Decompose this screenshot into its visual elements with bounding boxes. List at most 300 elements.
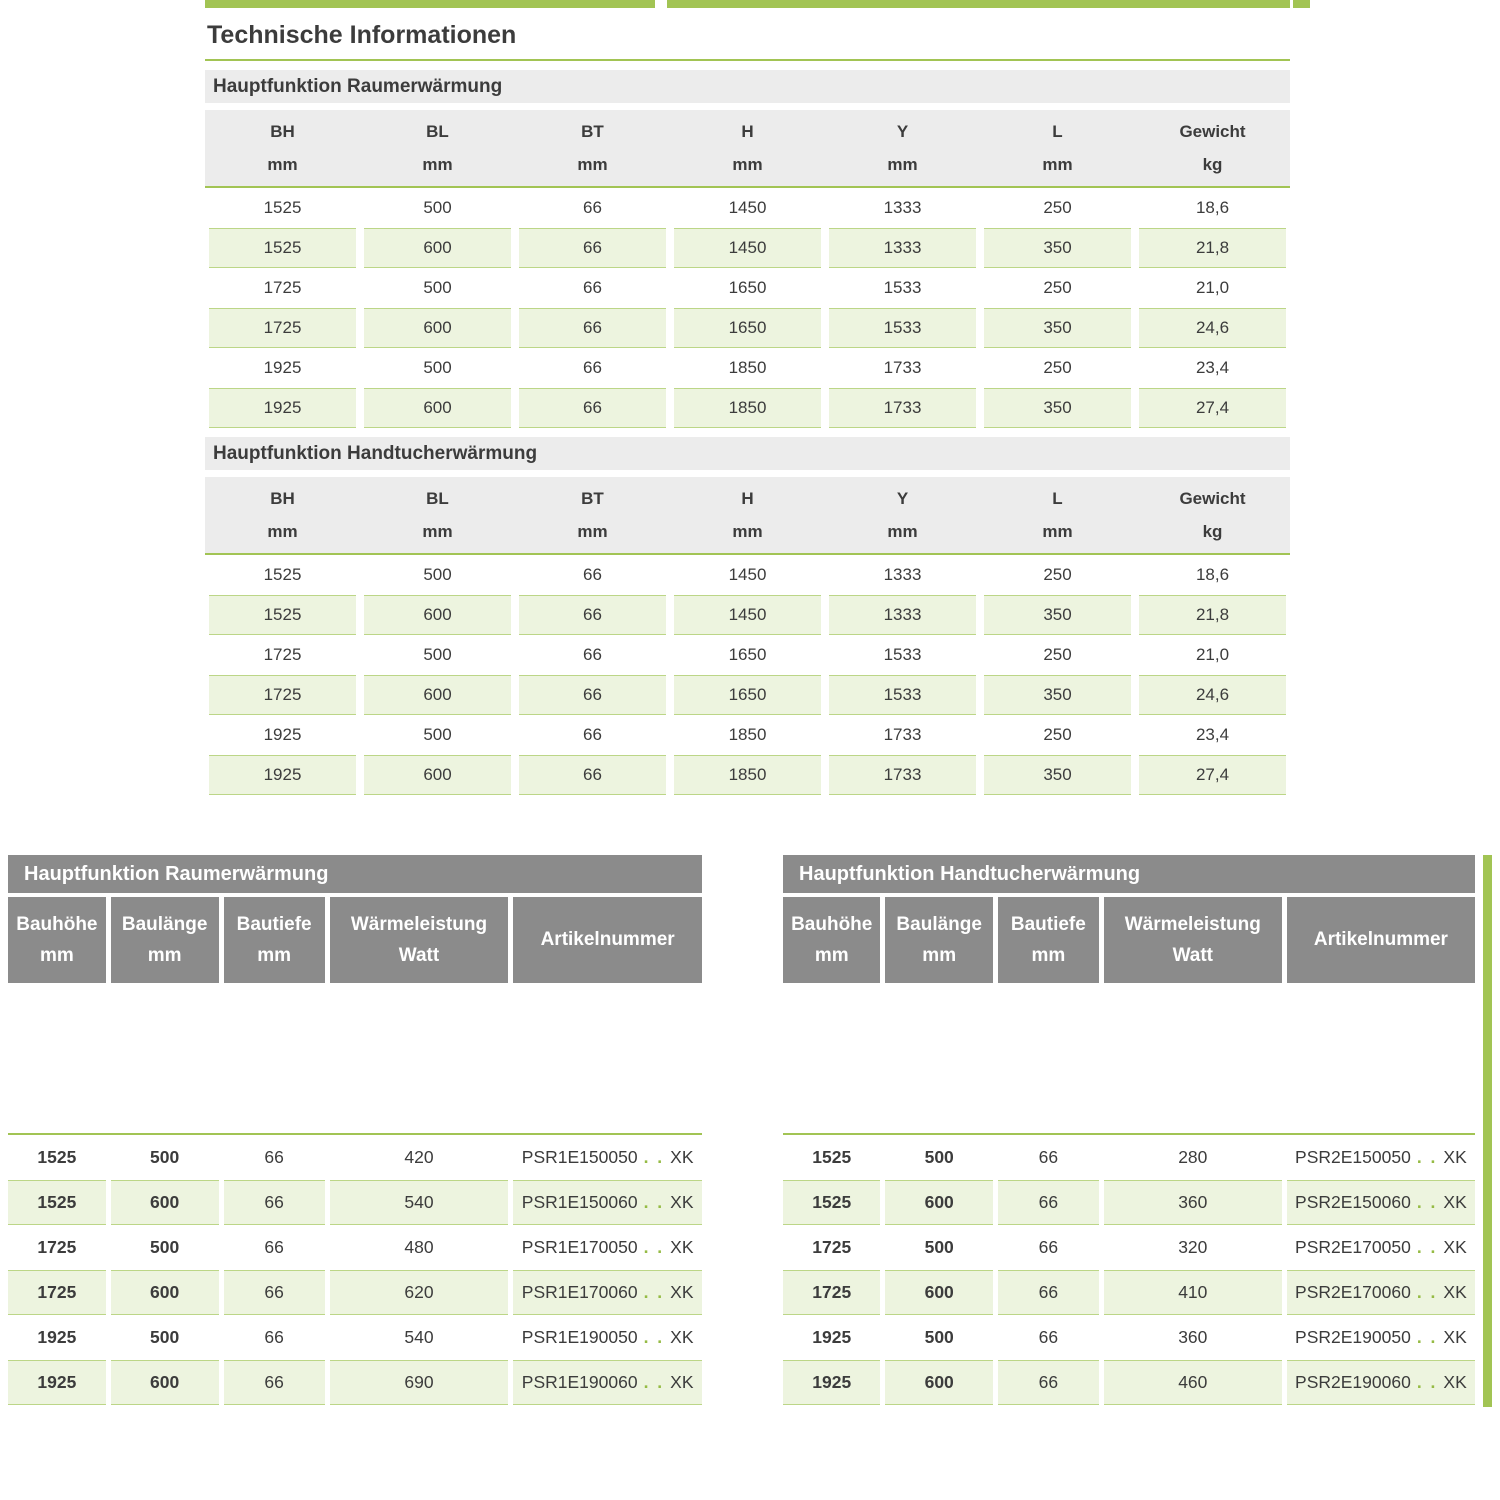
column-label: BH: [270, 488, 295, 508]
artikelnummer-code: PSR2E170060: [1295, 1282, 1411, 1302]
column-label: H: [741, 121, 754, 141]
table-cell: 460: [1104, 1360, 1282, 1405]
column-header: [1287, 897, 1475, 983]
column-unit: mm: [147, 944, 182, 966]
table-cell: 600: [885, 1270, 993, 1315]
table-cell: 1333: [883, 198, 922, 217]
table-cell: 350: [984, 388, 1131, 428]
table-cell: 66: [583, 565, 602, 584]
table-row: [8, 1135, 702, 1180]
table-cell: 600: [111, 1270, 219, 1315]
table-cell: 600: [364, 675, 511, 715]
column-label: Y: [896, 121, 909, 141]
table-cell: 66: [583, 278, 602, 297]
table-cell: 540: [330, 1180, 509, 1225]
artikelnummer-suffix: XK: [670, 1327, 694, 1347]
table-row: [8, 1360, 702, 1405]
table-cell: 600: [364, 308, 511, 348]
table-cell: 350: [984, 595, 1131, 635]
table-cell: 360: [1178, 1327, 1208, 1347]
artikelnummer-code: PSR2E150060: [1295, 1192, 1411, 1212]
table-cell: 1525: [209, 228, 356, 268]
image-placeholder-area: [8, 983, 702, 1133]
table-cell: 1925: [209, 755, 356, 795]
table-cell: 1333: [829, 595, 976, 635]
table-cell: 420: [404, 1147, 434, 1167]
table-cell: 24,6: [1139, 675, 1286, 715]
table-cell: 410: [1104, 1270, 1282, 1315]
table-row: [205, 388, 1290, 428]
table-cell: 500: [924, 1147, 954, 1167]
order-table-handtucherwaermung: [783, 855, 1475, 1405]
column-header-row: [205, 110, 1290, 186]
section-header: Hauptfunktion Raumerwärmung: [205, 70, 1290, 103]
table-cell: 66: [1038, 1327, 1059, 1347]
table-cell: 66: [583, 198, 602, 217]
table-cell: 500: [924, 1327, 954, 1347]
table-cell: 66: [998, 1270, 1099, 1315]
column-header-row: [8, 897, 702, 983]
column-header: [885, 897, 993, 983]
table-cell: 1925: [209, 388, 356, 428]
column-unit: mm: [39, 944, 74, 966]
column-header: [515, 477, 670, 553]
artikelnummer-cell: [1287, 1225, 1475, 1270]
column-header: [330, 897, 509, 983]
spec-section-raumerwaermung: [205, 70, 1290, 428]
table-cell: 1450: [728, 565, 767, 584]
column-header: [513, 897, 702, 983]
table-row: [205, 268, 1290, 308]
table-cell: 320: [1178, 1237, 1208, 1257]
table-cell: 1850: [728, 725, 767, 744]
table-cell: 500: [423, 278, 452, 297]
column-label: Gewicht: [1179, 488, 1246, 508]
table-cell: 66: [998, 1360, 1099, 1405]
color-code-dots: . .: [643, 1147, 665, 1167]
color-code-dots: . .: [1416, 1327, 1438, 1347]
table-row: [205, 635, 1290, 675]
table-cell: 1533: [829, 675, 976, 715]
color-code-dots: . .: [1416, 1147, 1438, 1167]
table-cell: 620: [330, 1270, 509, 1315]
table-cell: 66: [998, 1180, 1099, 1225]
table-body: [205, 188, 1290, 428]
table-cell: 1650: [674, 675, 821, 715]
table-body: [8, 1135, 702, 1405]
column-header: [515, 110, 670, 186]
table-cell: 350: [984, 755, 1131, 795]
table-cell: 690: [330, 1360, 509, 1405]
artikelnummer-code: PSR2E170050: [1295, 1237, 1411, 1257]
color-code-dots: . .: [643, 1237, 665, 1257]
page-edge-accent: [1483, 855, 1492, 1407]
artikelnummer-suffix: XK: [1443, 1282, 1467, 1302]
column-label: Artikelnummer: [1313, 929, 1448, 950]
table-cell: 27,4: [1139, 388, 1286, 428]
table-row: [205, 228, 1290, 268]
table-cell: 1525: [812, 1147, 852, 1167]
column-unit: kg: [1202, 154, 1223, 174]
table-cell: 600: [364, 228, 511, 268]
table-cell: 1525: [263, 198, 302, 217]
table-cell: 1650: [728, 645, 767, 664]
table-cell: 1725: [812, 1237, 852, 1257]
column-header-row: [205, 477, 1290, 553]
table-row: [205, 348, 1290, 388]
column-unit: mm: [922, 944, 957, 966]
table-row: [205, 755, 1290, 795]
table-cell: 500: [924, 1237, 954, 1257]
table-cell: 1725: [263, 278, 302, 297]
color-code-dots: . .: [643, 1282, 665, 1302]
table-row: [783, 1225, 1475, 1270]
table-cell: 360: [1104, 1180, 1282, 1225]
column-label: BL: [426, 121, 449, 141]
color-code-dots: . .: [1416, 1372, 1438, 1392]
table-cell: 350: [984, 308, 1131, 348]
table-cell: 1533: [829, 308, 976, 348]
table-cell: 66: [264, 1327, 284, 1347]
table-cell: 21,0: [1195, 645, 1230, 664]
table-row: [8, 1225, 702, 1270]
column-header: [670, 477, 825, 553]
order-table-raumerwaermung: [8, 855, 702, 1405]
table-cell: 600: [364, 755, 511, 795]
table-cell: 1850: [674, 755, 821, 795]
table-row: [205, 555, 1290, 595]
column-label: Wärmeleistung: [350, 913, 488, 935]
table-cell: 1525: [209, 595, 356, 635]
column-unit: mm: [887, 521, 918, 541]
table-cell: 18,6: [1195, 565, 1230, 584]
column-label: Wärmeleistung: [1124, 913, 1261, 935]
table-cell: 1450: [674, 595, 821, 635]
table-cell: 1525: [263, 565, 302, 584]
table-cell: 1450: [674, 228, 821, 268]
table-cell: 21,8: [1139, 228, 1286, 268]
artikelnummer-cell: [1287, 1270, 1475, 1315]
column-label: L: [1052, 121, 1063, 141]
table-cell: 1650: [728, 278, 767, 297]
column-label: Bauhöhe: [791, 913, 873, 935]
table-cell: 1450: [728, 198, 767, 217]
table-cell: 1725: [37, 1237, 77, 1257]
artikelnummer-suffix: XK: [670, 1147, 694, 1167]
table-cell: 66: [1038, 1147, 1059, 1167]
table-cell: 1725: [8, 1270, 106, 1315]
table-cell: 500: [423, 565, 452, 584]
table-cell: 66: [224, 1360, 325, 1405]
table-cell: 1533: [883, 645, 922, 664]
color-code-dots: . .: [643, 1372, 665, 1392]
table-cell: 250: [1043, 565, 1072, 584]
table-cell: 250: [1043, 358, 1072, 377]
technical-info-block: [205, 0, 1290, 795]
table-cell: 480: [404, 1237, 434, 1257]
table-cell: 600: [364, 595, 511, 635]
table-cell: 540: [404, 1327, 434, 1347]
image-placeholder-area: [783, 983, 1475, 1133]
order-table-title: Hauptfunktion Raumerwärmung: [8, 855, 702, 893]
table-cell: 500: [150, 1237, 180, 1257]
table-cell: 350: [984, 228, 1131, 268]
column-unit: mm: [1042, 521, 1073, 541]
table-cell: 23,4: [1195, 358, 1230, 377]
artikelnummer-code: PSR1E170060: [521, 1282, 638, 1302]
table-cell: 1925: [783, 1360, 880, 1405]
artikelnummer-code: PSR2E190060: [1295, 1372, 1411, 1392]
table-cell: 66: [264, 1147, 284, 1167]
table-cell: 1725: [209, 675, 356, 715]
artikelnummer-suffix: XK: [1443, 1327, 1467, 1347]
artikelnummer-code: PSR1E190060: [521, 1372, 638, 1392]
artikelnummer-suffix: XK: [1443, 1372, 1467, 1392]
column-unit: mm: [422, 154, 453, 174]
column-unit: mm: [732, 154, 763, 174]
column-label: Bauhöhe: [16, 913, 98, 935]
artikelnummer-code: PSR1E150060: [521, 1192, 638, 1212]
column-label: L: [1052, 488, 1063, 508]
column-header: [360, 110, 515, 186]
column-label: Gewicht: [1179, 121, 1246, 141]
column-header: [205, 477, 360, 553]
table-cell: 66: [583, 645, 602, 664]
table-row: [205, 188, 1290, 228]
column-unit: Watt: [1172, 944, 1214, 966]
table-cell: 66: [519, 755, 666, 795]
column-header: [825, 477, 980, 553]
table-cell: 600: [111, 1360, 219, 1405]
artikelnummer-code: PSR1E190050: [521, 1327, 638, 1347]
page-title: Technische Informationen: [207, 21, 517, 49]
color-code-dots: . .: [1416, 1237, 1438, 1257]
column-label: BT: [581, 488, 604, 508]
table-cell: 27,4: [1139, 755, 1286, 795]
color-code-dots: . .: [643, 1192, 665, 1212]
table-cell: 21,8: [1139, 595, 1286, 635]
column-header: [825, 110, 980, 186]
table-cell: 66: [519, 228, 666, 268]
table-cell: 600: [364, 388, 511, 428]
corner-accent-bar: [1293, 0, 1310, 8]
table-row: [783, 1270, 1475, 1315]
table-cell: 1733: [829, 755, 976, 795]
table-cell: 250: [1043, 198, 1072, 217]
table-cell: 1925: [263, 358, 302, 377]
table-cell: 600: [885, 1360, 993, 1405]
table-cell: 600: [111, 1180, 219, 1225]
table-cell: 66: [519, 595, 666, 635]
table-row: [205, 675, 1290, 715]
table-cell: 66: [583, 725, 602, 744]
artikelnummer-code: PSR1E170050: [521, 1237, 638, 1257]
column-unit: mm: [887, 154, 918, 174]
table-cell: 66: [224, 1180, 325, 1225]
accent-bar-gap: [655, 0, 667, 8]
table-cell: 250: [1043, 725, 1072, 744]
artikelnummer-cell: [1287, 1315, 1475, 1360]
column-header: [1104, 897, 1282, 983]
table-cell: 66: [264, 1237, 284, 1257]
column-unit: kg: [1202, 521, 1223, 541]
artikelnummer-suffix: XK: [1443, 1192, 1467, 1212]
table-row: [205, 308, 1290, 348]
column-label: Bautiefe: [236, 913, 312, 935]
table-cell: 1533: [883, 278, 922, 297]
artikelnummer-cell: [1287, 1360, 1475, 1405]
artikelnummer-suffix: XK: [670, 1282, 694, 1302]
column-label: BT: [581, 121, 604, 141]
column-header: [111, 897, 219, 983]
table-cell: 350: [984, 675, 1131, 715]
section-header: Hauptfunktion Handtucherwärmung: [205, 437, 1290, 470]
artikelnummer-suffix: XK: [670, 1192, 694, 1212]
column-header: [205, 110, 360, 186]
table-cell: 1925: [812, 1327, 852, 1347]
column-unit: mm: [422, 521, 453, 541]
artikelnummer-cell: [513, 1270, 702, 1315]
table-cell: 1525: [37, 1147, 77, 1167]
column-unit: mm: [257, 944, 292, 966]
table-cell: 66: [519, 388, 666, 428]
column-unit: mm: [1031, 944, 1066, 966]
table-cell: 66: [519, 675, 666, 715]
table-cell: 1733: [883, 725, 922, 744]
table-cell: 1650: [674, 308, 821, 348]
color-code-dots: . .: [643, 1327, 665, 1347]
artikelnummer-code: PSR2E150050: [1295, 1147, 1411, 1167]
table-cell: 500: [423, 645, 452, 664]
table-cell: 500: [423, 725, 452, 744]
table-cell: 600: [885, 1180, 993, 1225]
table-cell: 280: [1178, 1147, 1208, 1167]
table-row: [8, 1270, 702, 1315]
artikelnummer-suffix: XK: [670, 1372, 694, 1392]
column-header: [998, 897, 1099, 983]
table-cell: 1725: [263, 645, 302, 664]
column-header: [8, 897, 106, 983]
order-table-title: Hauptfunktion Handtucherwärmung: [783, 855, 1475, 893]
table-cell: 1925: [8, 1360, 106, 1405]
table-cell: 1733: [829, 388, 976, 428]
artikelnummer-cell: [513, 1225, 702, 1270]
column-label: Bautiefe: [1010, 913, 1086, 935]
table-cell: 1850: [674, 388, 821, 428]
table-cell: 1733: [883, 358, 922, 377]
column-header: [783, 897, 880, 983]
table-cell: 18,6: [1195, 198, 1230, 217]
table-row: [783, 1360, 1475, 1405]
table-cell: 1333: [829, 228, 976, 268]
table-row: [783, 1315, 1475, 1360]
column-unit: mm: [814, 944, 849, 966]
color-code-dots: . .: [1416, 1282, 1438, 1302]
column-label: BL: [426, 488, 449, 508]
column-header-row: [783, 897, 1475, 983]
column-unit: mm: [577, 154, 608, 174]
table-cell: 66: [583, 358, 602, 377]
artikelnummer-cell: [1287, 1135, 1475, 1180]
table-row: [783, 1180, 1475, 1225]
color-code-dots: . .: [1416, 1192, 1438, 1212]
artikelnummer-cell: [513, 1315, 702, 1360]
artikelnummer-cell: [513, 1135, 702, 1180]
column-header: [980, 477, 1135, 553]
artikelnummer-suffix: XK: [1443, 1147, 1467, 1167]
table-cell: 1925: [37, 1327, 77, 1347]
table-cell: 1725: [783, 1270, 880, 1315]
artikelnummer-suffix: XK: [670, 1237, 694, 1257]
column-header: [1135, 477, 1290, 553]
table-cell: 1525: [8, 1180, 106, 1225]
column-unit: mm: [267, 154, 298, 174]
table-row: [8, 1180, 702, 1225]
artikelnummer-cell: [513, 1180, 702, 1225]
table-row: [205, 595, 1290, 635]
column-label: BH: [270, 121, 295, 141]
column-label: Artikelnummer: [540, 929, 675, 950]
artikelnummer-code: PSR2E190050: [1295, 1327, 1411, 1347]
table-row: [205, 715, 1290, 755]
table-cell: 1525: [783, 1180, 880, 1225]
artikelnummer-cell: [513, 1360, 702, 1405]
column-unit: mm: [732, 521, 763, 541]
table-row: [783, 1135, 1475, 1180]
table-cell: 250: [1043, 278, 1072, 297]
column-label: H: [741, 488, 754, 508]
column-label: Baulänge: [896, 913, 982, 935]
spec-section-handtucherwaermung: [205, 437, 1290, 795]
table-cell: 24,6: [1139, 308, 1286, 348]
column-header: [670, 110, 825, 186]
table-cell: 1850: [728, 358, 767, 377]
table-cell: 250: [1043, 645, 1072, 664]
table-cell: 500: [423, 358, 452, 377]
title-rule: [205, 59, 1290, 61]
table-body: [205, 555, 1290, 795]
column-unit: mm: [1042, 154, 1073, 174]
artikelnummer-code: PSR1E150050: [521, 1147, 638, 1167]
table-cell: 500: [423, 198, 452, 217]
column-label: Y: [896, 488, 909, 508]
column-header: [224, 897, 325, 983]
table-cell: 23,4: [1195, 725, 1230, 744]
table-body: [783, 1135, 1475, 1405]
column-unit: mm: [267, 521, 298, 541]
top-accent-bar: [205, 0, 1290, 8]
table-cell: 66: [224, 1270, 325, 1315]
artikelnummer-cell: [1287, 1180, 1475, 1225]
table-cell: 66: [1038, 1237, 1059, 1257]
table-cell: 1725: [209, 308, 356, 348]
table-cell: 21,0: [1195, 278, 1230, 297]
column-header: [980, 110, 1135, 186]
table-cell: 66: [519, 308, 666, 348]
table-cell: 500: [150, 1327, 180, 1347]
table-row: [8, 1315, 702, 1360]
column-header: [360, 477, 515, 553]
order-tables: [0, 855, 1500, 1435]
table-cell: 1925: [263, 725, 302, 744]
column-label: Baulänge: [121, 913, 208, 935]
column-header: [1135, 110, 1290, 186]
column-unit: mm: [577, 521, 608, 541]
column-unit: Watt: [398, 944, 440, 966]
artikelnummer-suffix: XK: [1443, 1237, 1467, 1257]
table-cell: 1333: [883, 565, 922, 584]
table-cell: 500: [150, 1147, 180, 1167]
